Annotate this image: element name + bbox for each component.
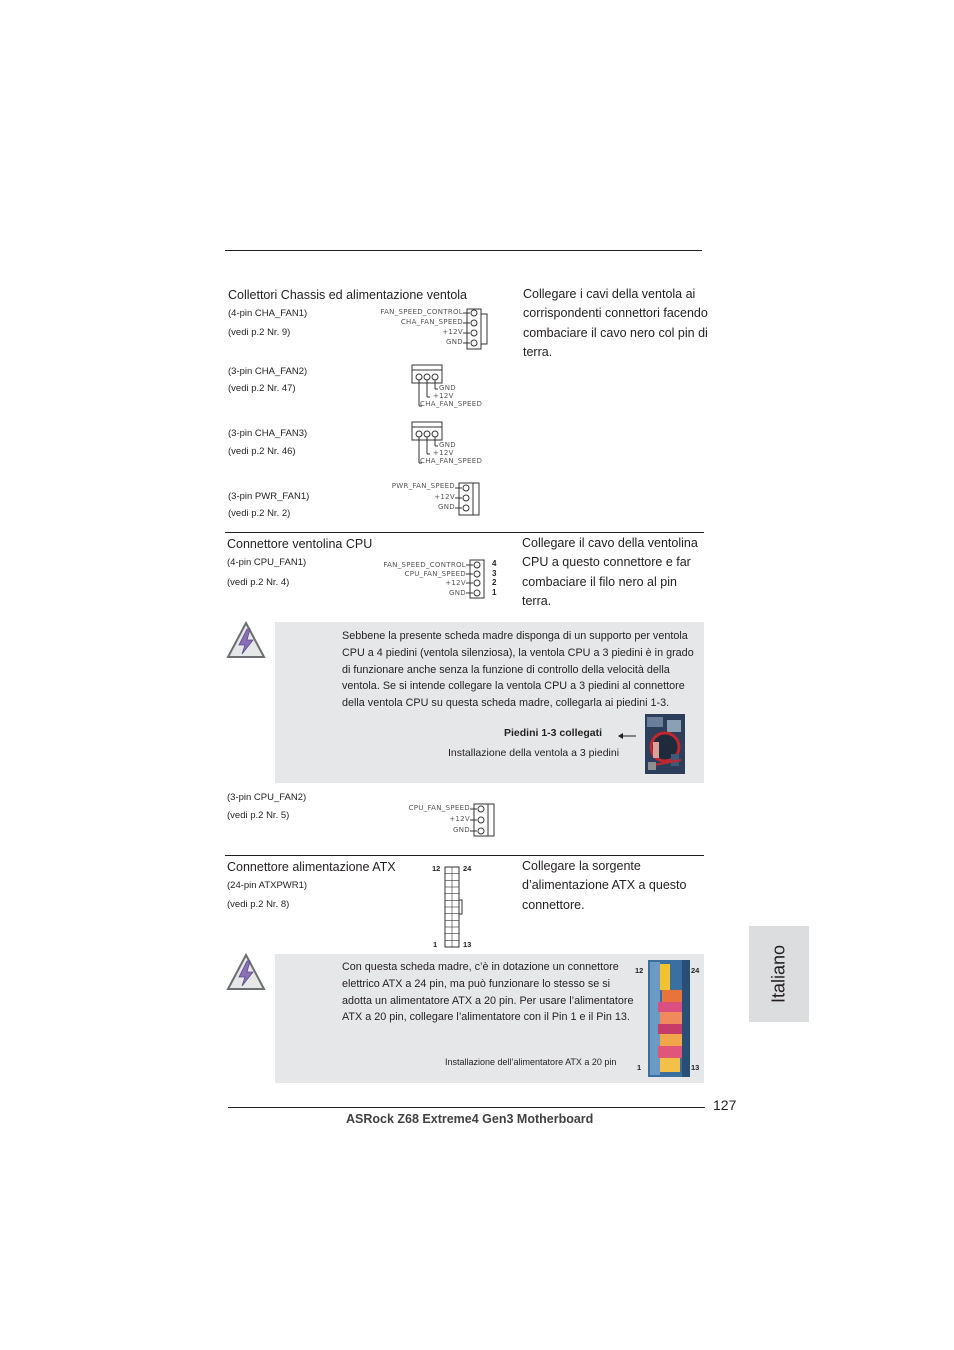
pin-label: +12V xyxy=(449,815,470,823)
footer-rule xyxy=(228,1107,705,1108)
footer-title: ASRock Z68 Extreme4 Gen3 Motherboard xyxy=(346,1112,594,1126)
cha-fan1-ref: (vedi p.2 Nr. 9) xyxy=(228,327,291,338)
cpu-fan1-diagram xyxy=(380,558,502,600)
cpu-fan1-label: (4-pin CPU_FAN1) xyxy=(227,557,307,568)
pin-number: 2 xyxy=(492,578,497,587)
cha-fan3-label: (3-pin CHA_FAN3) xyxy=(228,428,308,439)
pin-label: FAN_SPEED_CONTROL xyxy=(383,561,466,569)
arrow-left-icon xyxy=(618,732,636,740)
page-number: 127 xyxy=(713,1097,737,1113)
cpu-description: Collegare il cavo della ventolina CPU a questo connettore e far combaciare il filo nero al pin terra. xyxy=(522,536,698,608)
cha-fan1-diagram xyxy=(370,308,495,352)
cpu-section-rule xyxy=(225,532,704,533)
pin-label: +12V xyxy=(434,493,455,501)
pin-label: GND xyxy=(453,826,470,834)
pin-label: +12V xyxy=(442,328,463,336)
four-pin-connector-icon xyxy=(463,308,489,350)
pwr-fan1-label: (3-pin PWR_FAN1) xyxy=(228,491,310,502)
atx-24-pin-connector-icon xyxy=(444,866,464,948)
chassis-description: Collegare i cavi della ventola ai corrispondenti connettori facendo combaciare il cavo nero col pin di terra. xyxy=(523,287,708,359)
pin-label: CHA_FAN_SPEED xyxy=(420,457,483,465)
cha-fan2-ref: (vedi p.2 Nr. 47) xyxy=(228,383,296,394)
cha-fan3-diagram xyxy=(410,421,500,469)
pin-label: CHA_FAN_SPEED xyxy=(420,400,483,408)
pin-label: GND xyxy=(438,503,455,511)
cha-fan2-label: (3-pin CHA_FAN2) xyxy=(228,366,308,377)
photo-pin-number: 13 xyxy=(691,1063,700,1072)
warning-hand-icon xyxy=(226,621,266,659)
language-tab xyxy=(749,926,809,1022)
pwr-fan1-diagram xyxy=(380,482,485,516)
four-pin-connector-icon xyxy=(466,559,490,599)
cpu-note-box xyxy=(275,622,704,783)
atx-note-box xyxy=(275,954,704,1083)
pwr-fan1-ref: (vedi p.2 Nr. 2) xyxy=(228,508,291,519)
atx-label: (24-pin ATXPWR1) xyxy=(227,880,308,891)
three-pin-connector-icon xyxy=(470,803,496,837)
pin-number: 1 xyxy=(433,940,438,949)
photo-pin-number: 1 xyxy=(637,1063,642,1072)
three-pin-connector-icon xyxy=(455,482,481,516)
cpu-fan2-diagram xyxy=(400,803,500,837)
atx-note-text: Con questa scheda madre, c’è in dotazione un connettore elettrico ATX a 24 pin, ma può funzionare lo stesso se si adotta un alimentatore ATX a 20 pin. Per usare l’alimentatore ATX a 20 pin, collegare l’alimentatore con il Pin 1 e il Pin 13. xyxy=(342,961,634,1024)
cha-fan1-label: (4-pin CHA_FAN1) xyxy=(228,308,308,319)
pin-label: GND xyxy=(439,441,456,449)
cpu-title: Connettore ventolina CPU xyxy=(227,537,373,551)
pin-label: +12V xyxy=(445,579,466,587)
chassis-title: Collettori Chassis ed alimentazione ventola xyxy=(228,288,468,302)
atx-install-photo xyxy=(648,960,690,1077)
pin-label: GND xyxy=(449,589,466,597)
cha-fan2-diagram xyxy=(410,364,500,412)
pin-number: 4 xyxy=(492,559,497,568)
pin-label: CHA_FAN_SPEED xyxy=(400,318,463,326)
pin-label: CPU_FAN_SPEED xyxy=(408,804,470,812)
cpu-fan2-label: (3-pin CPU_FAN2) xyxy=(227,792,307,803)
pins-connected-caption: Piedini 1-3 collegati xyxy=(504,727,603,739)
pin-number: 12 xyxy=(432,864,441,873)
atx-section-rule xyxy=(225,855,704,856)
pin-label: GND xyxy=(446,338,463,346)
pin-label: +12V xyxy=(433,392,454,400)
cpu-fan2-ref: (vedi p.2 Nr. 5) xyxy=(227,810,290,821)
atx-ref: (vedi p.2 Nr. 8) xyxy=(227,899,290,910)
cpu-fan-photo xyxy=(645,714,685,774)
pin-number: 13 xyxy=(463,940,472,949)
atx-description: Collegare la sorgente d’alimentazione ATX a questo connettore. xyxy=(522,859,687,912)
pin-label: FAN_SPEED_CONTROL xyxy=(380,308,463,316)
atx-title: Connettore alimentazione ATX xyxy=(227,860,396,874)
photo-pin-number: 12 xyxy=(635,966,644,975)
fan-install-caption: Installazione della ventola a 3 piedini xyxy=(448,747,620,759)
pin-label: CPU_FAN_SPEED xyxy=(404,570,466,578)
cpu-note-text: Sebbene la presente scheda madre disponga di un supporto per ventola CPU a 4 piedini (ventola silenziosa), la ventola CPU a 3 piedini è in grado di funzionare anche senza la funzione di controllo della velocità della ventola. Se si intende collegare la ventola CPU a 3 piedini al connettore della ventola CPU su questa scheda madre, collegarla ai piedini 1-3. xyxy=(342,630,694,710)
pin-number: 24 xyxy=(463,864,472,873)
photo-pin-number: 24 xyxy=(691,966,700,975)
pin-number: 3 xyxy=(492,569,497,578)
cha-fan3-ref: (vedi p.2 Nr. 46) xyxy=(228,446,296,457)
warning-hand-icon xyxy=(226,953,266,991)
pin-label: GND xyxy=(439,384,456,392)
language-tab-label: Italiano xyxy=(768,944,789,1004)
cpu-fan1-ref: (vedi p.2 Nr. 4) xyxy=(227,577,290,588)
pin-number: 1 xyxy=(492,588,497,597)
pin-label: PWR_FAN_SPEED xyxy=(391,482,455,490)
pin-label: +12V xyxy=(433,449,454,457)
atx-connector-diagram xyxy=(428,862,478,952)
top-rule xyxy=(225,250,702,251)
atx-install-caption: Installazione dell’alimentatore ATX a 20 pin xyxy=(445,1057,617,1067)
